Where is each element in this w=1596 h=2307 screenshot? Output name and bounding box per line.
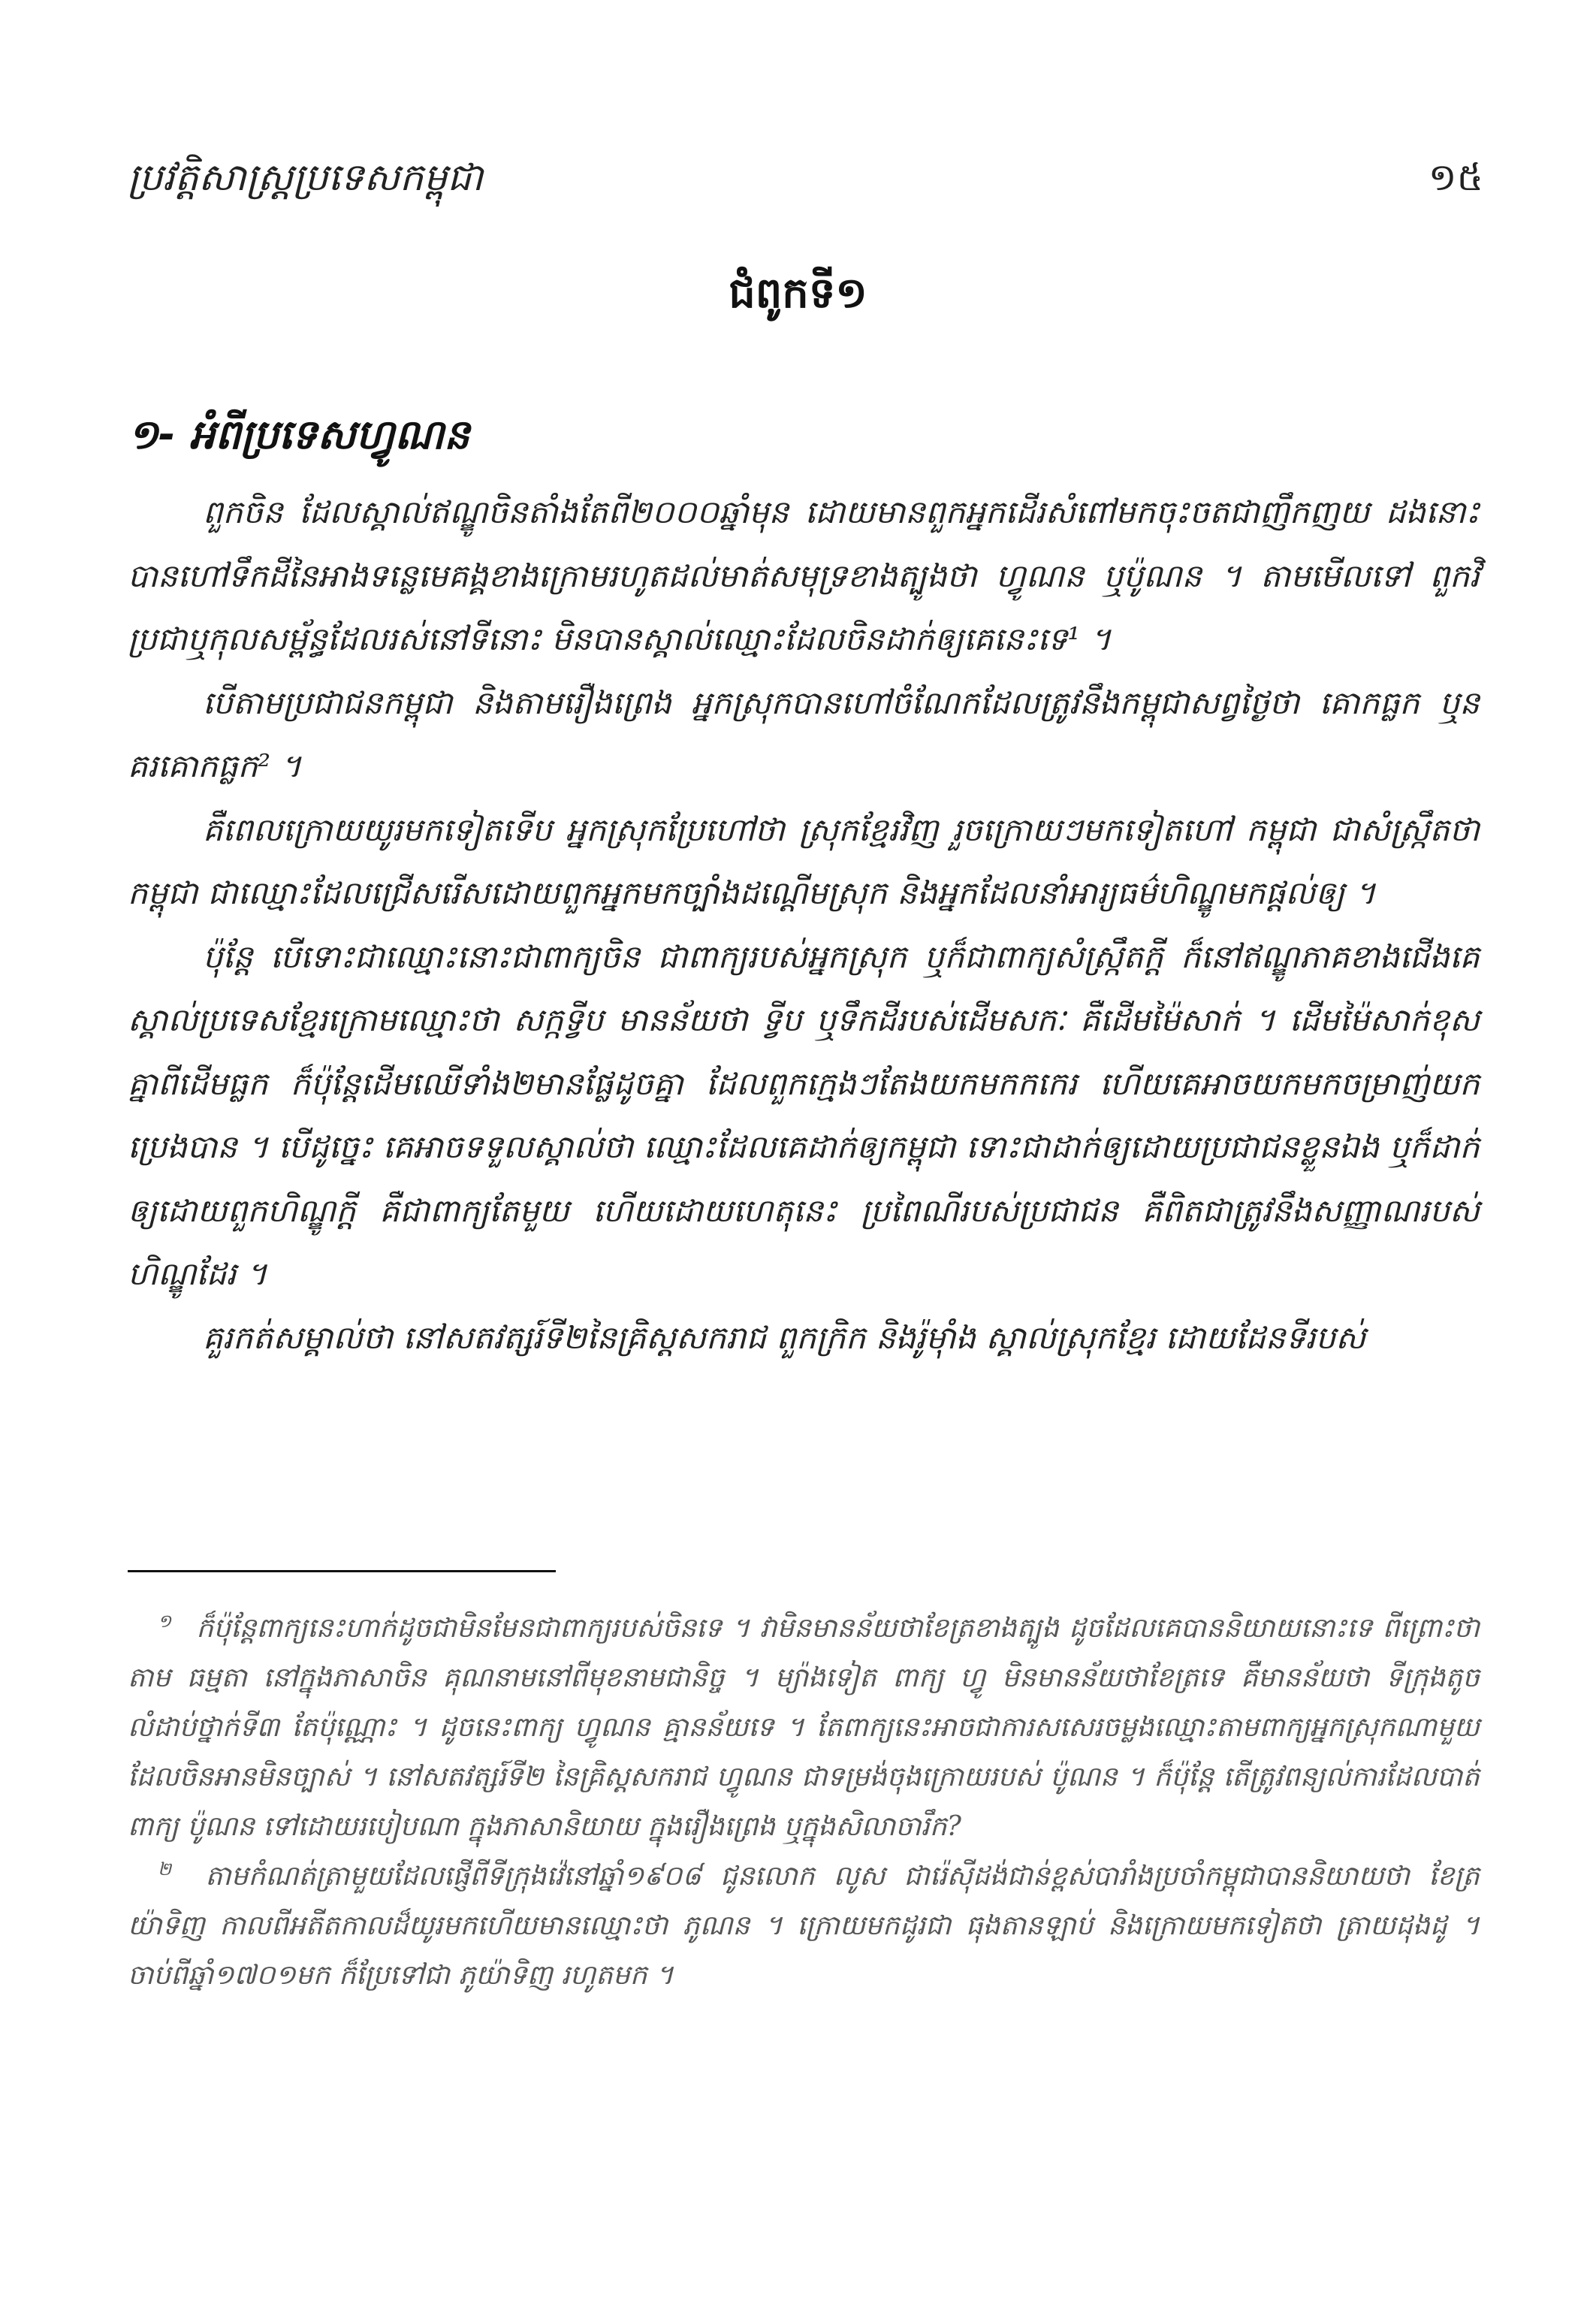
footnote-text: ក៏ប៉ុន្តែពាក្យនេះហាក់ដូចជាមិនមែនជាពាក្យរបស់ចិនទេ ។ វាមិនមានន័យថាខែត្រខាងត្បូង ដូចដែលគេបាននិយាយនោះទេ ពីព្រោះថា តាម ធម្មតា នៅក្នុងភាសាចិន គុណនាមនៅពីមុខនាមជានិច្ច ។ ម្យ៉ាងទៀត ពាក្យ ហ្វូ មិនមានន័យថាខែត្រទេ គឺមានន័យថា ទីក្រុងតូច លំដាប់ថ្នាក់ទី៣ តែប៉ុណ្ណោះ ។ ដូចនេះពាក្យ ហ្វូណន គ្មានន័យទេ ។ តែពាក្យនេះអាចជាការសសេរចម្លងឈ្មោះតាមពាក្យអ្នកស្រុកណាមួយ ដែលចិនអានមិនច្បាស់ ។ នៅសតវត្សរ៍ទី២ នៃគ្រិស្តសករាជ ហ្វូណន ជាទម្រង់ចុងក្រោយរបស់ ប៉ូណន ។ ក៏ប៉ុន្តែ តើត្រូវពន្យល់ការដែលបាត់ពាក្យ ប៉ូណន ទៅដោយរបៀបណា ក្នុងភាសានិយាយ ក្នុងរឿងព្រេង ឬក្នុងសិលាចារឹក? <box>128 1613 1480 1842</box>
body-text <box>128 481 1480 1369</box>
footnote-divider <box>128 1570 556 1572</box>
body-paragraph: គឺពេលក្រោយយូរមកទៀតទើប អ្នកស្រុកប្រែហៅថា ស្រុកខ្មែរវិញ រួចក្រោយៗមកទៀតហៅ កម្ពុជា ជាសំស្ក្រឹតថា កម្ពុជា ជាឈ្មោះដែលជ្រើសរើសដោយពួកអ្នកមកច្បាំងដណ្តើមស្រុក និងអ្នកដែលនាំអារ្យធម៌ហិណ្ឌូមកផ្តល់ឲ្យ ។ <box>128 811 1480 911</box>
header-title: ប្រវត្តិសាស្ត្រប្រទេសកម្ពុជា <box>128 156 484 199</box>
footnote-item <box>128 1604 1480 1852</box>
running-header <box>128 154 1483 214</box>
footnote-text: តាមកំណត់ត្រាមួយដែលផ្ញើពីទីក្រុងវ៉េនៅឆ្នាំ១៩០៨ ជូនលោក លូស ជារ៉េស៊ីដង់ជាន់ខ្ពស់បារាំងប្រចាំកម្ពុជាបាននិយាយថា ខែត្រ យ៉ាទិញ កាលពីអតីតកាលដ៏យូរមកហើយមានឈ្មោះថា ភូណន ។ ក្រោយមកដូរជា ធុងតានឡាប់ និងក្រោយមកទៀតថា ត្រាយដុងដូ ។ ចាប់ពីឆ្នាំ១៧០១មក ក៏ប្រែទៅជា ភូយ៉ាទិញ រហូតមក ។ <box>128 1861 1480 1991</box>
page-number: ១៥ <box>1428 156 1483 199</box>
chapter-title: ជំពូកទី១ <box>729 269 867 318</box>
body-paragraph: ពួកចិន ដែលស្គាល់ឥណ្ឌូចិនតាំងតែពី២០០០ឆ្នាំមុន ដោយមានពួកអ្នកដើរសំពៅមកចុះចតជាញឹកញយ ដងនោះ បានហៅទឹកដីនៃអាងទន្លេមេគង្គខាងក្រោមរហូតដល់មាត់សមុទ្រខាងត្បូងថា ហ្វូណន ឬប៉ូណន ។ តាមមើលទៅ ពួកវិប្រជាឬកុលសម្ព័ន្ធដែលរស់នៅទីនោះ មិនបានស្គាល់ឈ្មោះដែលចិនដាក់ឲ្យគេនេះទេ¹ ។ <box>128 494 1480 657</box>
footnote-item <box>128 1852 1480 2001</box>
footnote-marker: ២ <box>158 1859 172 1880</box>
footnote-marker: ១ <box>158 1611 172 1632</box>
body-paragraph: ប៉ុន្តែ បើទោះជាឈ្មោះនោះជាពាក្យចិន ជាពាក្យរបស់អ្នកស្រុក ឬក៏ជាពាក្យសំស្ក្រឹតក្តី ក៏នៅឥណ្ឌូភាគខាងជើងគេស្គាល់ប្រទេសខ្មែរក្រោមឈ្មោះថា សក្កទ្វីប មានន័យថា ទ្វីប ឬទឹកដីរបស់ដើមសកៈ គឺដើមម៉ៃសាក់ ។ ដើមម៉ៃសាក់ខុសគ្នាពីដើមធ្លក ក៏ប៉ុន្តែដើមឈើទាំង២មានផ្លែដូចគ្នា ដែលពួកក្មេងៗតែងយកមកកកេរ ហើយគេអាចយកមកចម្រាញ់យកប្រេងបាន ។ បើដូច្នេះ គេអាចទទួលស្គាល់ថា ឈ្មោះដែលគេដាក់ឲ្យកម្ពុជា ទោះជាដាក់ឲ្យដោយប្រជាជនខ្លួនឯង ឬក៏ដាក់ឲ្យដោយពួកហិណ្ឌូក្តី គឺជាពាក្យតែមួយ ហើយដោយហេតុនេះ ប្រពៃណីរបស់ប្រជាជន គឺពិតជាត្រូវនឹងសញ្ញាណរបស់ហិណ្ឌូដែរ ។ <box>128 938 1480 1292</box>
body-paragraph: បើតាមប្រជាជនកម្ពុជា និងតាមរឿងព្រេង អ្នកស្រុកបានហៅចំណែកដែលត្រូវនឹងកម្ពុជាសព្វថ្ងៃថា គោកធ្លក ឬនគរគោកធ្លក² ។ <box>128 684 1480 784</box>
section-heading: ១- អំពីប្រទេសហ្វូណន <box>128 411 470 458</box>
footnotes <box>128 1604 1480 2001</box>
body-paragraph: គួរកត់សម្គាល់ថា នៅសតវត្សរ៍ទី២នៃគ្រិស្តសករាជ ពួកក្រិក និងរ៉ូម៉ាំង ស្គាល់ស្រុកខ្មែរ ដោយដែនទីរបស់ <box>203 1318 1366 1356</box>
